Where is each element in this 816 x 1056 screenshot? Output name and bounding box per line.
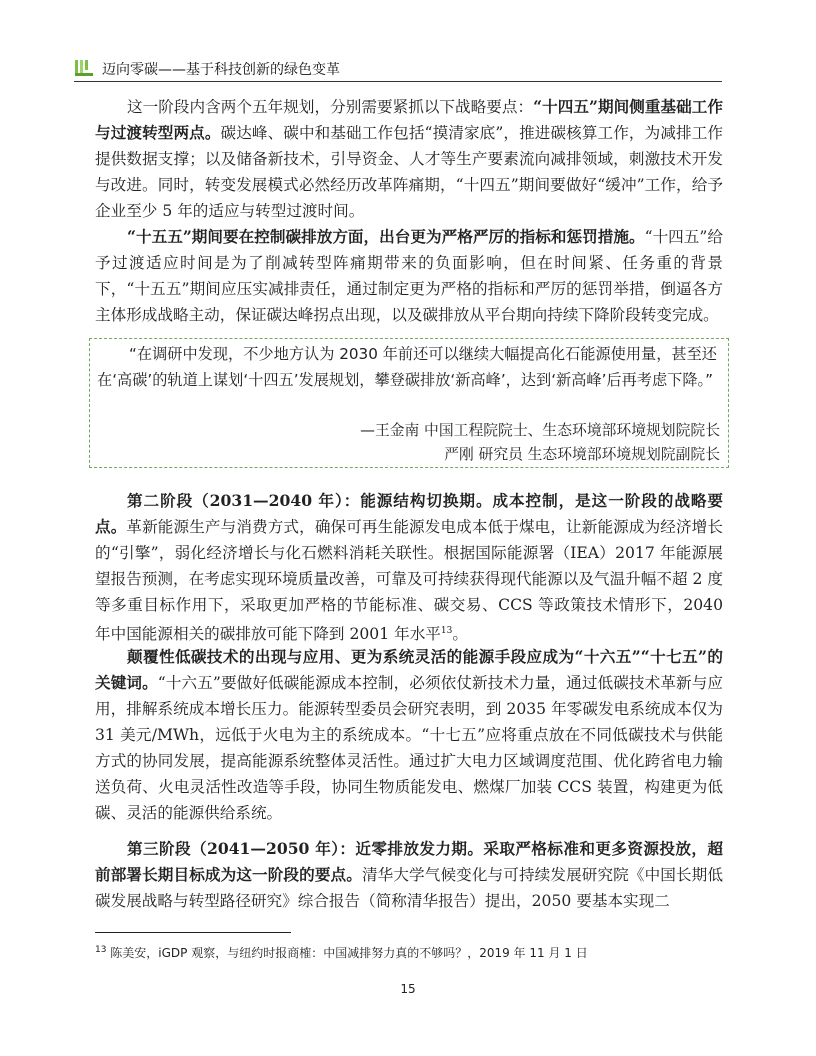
footnote-text: 陈美安，iGDP 观察，与纽约时报商榷：中国减排努力真的不够吗？，2019 年 11 月 1 日	[106, 946, 588, 960]
p3-end: 。	[452, 625, 468, 644]
p4-body: “十六五”要做好低碳能源成本控制，必须依仗新技术力量，通过低碳技术革新与应用，排解系统成本增长压力。能源转型委员会研究表明，到 2035 年零碳发电系统成本仅为 31 美元/MWh，远低于火电为主的系统成本。“十七五”应将重点放在不同低碳技术与供能方式的协同发展，提高能源系统整体灵活性。通过扩大电力区域调度范围、优化跨省电力输送负荷、火电灵活性改造等手段，协同生物质能发电、燃煤厂加装 CCS 装置，构建更为低碳、灵活的能源供给系统。	[95, 674, 723, 822]
p3-bold: 第二阶段（2031—2040 年）：能源结构切换期。成本控制，是这一阶段的战略要点。	[95, 491, 723, 536]
header-rule	[74, 81, 722, 82]
paragraph-stage2	[95, 488, 723, 647]
page-number: 15	[400, 982, 416, 996]
p3-body: 革新能源生产与消费方式，确保可再生能源发电成本低于煤电，让新能源成为经济增长的“引擎”，弱化经济增长与化石燃料消耗关联性。根据国际能源署（IEA）2017 年能源展望报告预测，在考虑实现环境质量改善，可靠及可持续获得现代能源以及气温升幅不超 2 度等多重目标作用下，采取更加严格的节能标准、碳交易、CCS 等政策技术情形下，2040 年中国能源相关的碳排放可能下降到 2001 年水平	[95, 518, 724, 644]
paragraph-16th-17th-plan	[95, 644, 723, 826]
page-header	[74, 56, 724, 82]
paragraph-stage3	[95, 836, 723, 914]
paragraph-stage1-intro	[95, 94, 723, 224]
header-title: 迈向零碳——基于科技创新的绿色变革	[102, 62, 340, 78]
footnote-rule	[95, 932, 291, 933]
p1-lead: 这一阶段内含两个五年规划，分别需要紧抓以下战略要点：	[127, 98, 534, 116]
footnote-number: 13	[95, 945, 107, 955]
p2-body: “十四五”给予过渡适应时间是为了削减转型阵痛期带来的负面影响，但在时间紧、任务重的背景下，“十五五”期间应压实减排责任，通过制定更为严格的指标和严厉的惩罚举措，倒逼各方主体形成战略主动，保证碳达峰拐点出现，以及碳排放从平台期向持续下降阶段转变完成。	[95, 228, 723, 324]
footnote	[95, 942, 588, 961]
p1-bold: “十四五”期间侧重基础工作与过渡转型两点。	[95, 97, 723, 142]
quote-attribution-2: 严刚 研究员 生态环境部环境规划院副院长	[444, 446, 720, 463]
p5-bold: 第三阶段（2041—2050 年）：近零排放发力期。采取严格标准和更多资源投放，超前部署长期目标成为这一阶段的要点。	[95, 839, 723, 884]
p5-body: 清华大学气候变化与可持续发展研究院《中国长期低碳发展战略与转型路径研究》综合报告（简称清华报告）提出，2050 要基本实现二	[95, 866, 723, 910]
p1-body: 碳达峰、碳中和基础工作包括“摸清家底”，推进碳核算工作，为减排工作提供数据支撑；以及储备新技术，引导资金、人才等生产要素流向减排领域，刺激技术开发与改进。同时，转变发展模式必然经历改革阵痛期，“十四五”期间要做好“缓冲”工作，给予企业至少 5 年的适应与转型过渡时间。	[95, 124, 723, 220]
paragraph-15th-plan	[95, 224, 723, 328]
quote-text: “在调研中发现，不少地方认为 2030 年前还可以继续大幅提高化石能源使用量，甚至还在‘高碳’的轨道上谋划‘十四五’发展规划，攀登碳排放‘新高峰’，达到‘新高峰’后再考虑下降。”	[97, 345, 717, 389]
green-bars-logo-icon	[74, 58, 94, 78]
quote-attribution-1: —王金南 中国工程院院士、生态环境部环境规划院院长	[360, 422, 720, 439]
p4-bold: 颠覆性低碳技术的出现与应用、更为系统灵活的能源手段应成为“十六五”“十七五”的关键词。	[95, 647, 723, 692]
footnote-ref: 13	[440, 626, 453, 636]
p2-bold: “十五五”期间要在控制碳排放方面，出台更为严格严厉的指标和惩罚措施。	[127, 227, 645, 246]
